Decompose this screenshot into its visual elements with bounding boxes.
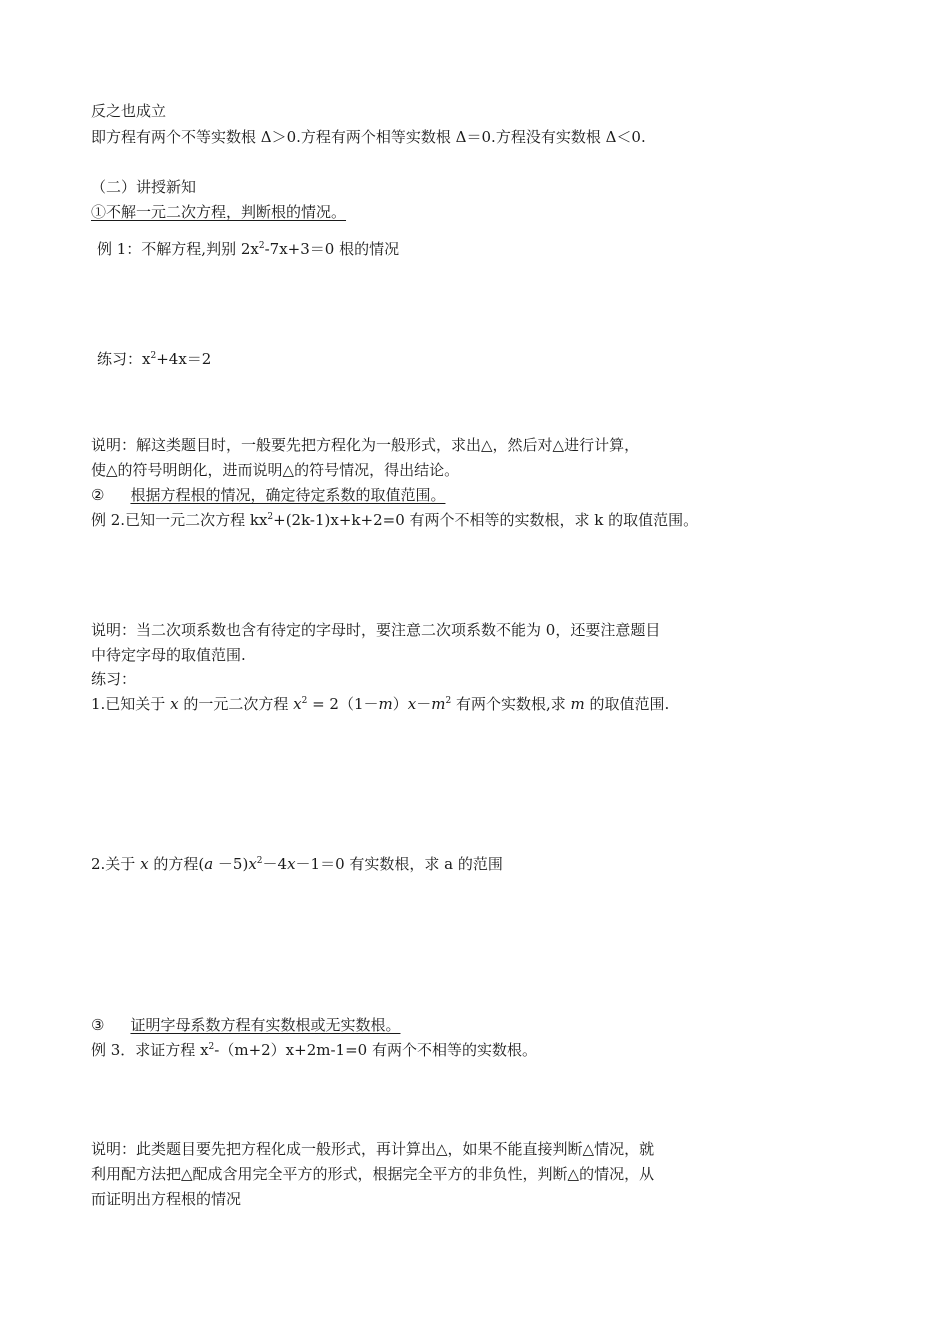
topic-2-heading xyxy=(91,484,445,506)
q2-text: 2.关于 xyxy=(91,855,141,873)
variable-x: x xyxy=(140,855,149,873)
variable-m: m xyxy=(378,695,393,713)
example-1-text-a: 例 1：不解方程,判别 2x xyxy=(97,240,259,258)
note-3-line-2: 利用配方法把△配成含用完全平方的形式，根据完全平方的非负性，判断△的情况，从 xyxy=(91,1165,655,1183)
note-2-line-1: 说明：当二次项系数也含有待定的字母时，要注意二次项系数不能为 0，还要注意题目 xyxy=(91,621,661,639)
exponent: 2 xyxy=(150,351,157,361)
exponent: 2 xyxy=(256,856,263,866)
q1-text: = 2（1－ xyxy=(307,695,379,713)
topic-2-text: 根据方程根的情况，确定待定系数的取值范围。 xyxy=(130,486,446,504)
q1-text: 1.已知关于 xyxy=(91,695,171,713)
variable-m: m xyxy=(570,695,585,713)
practice-1-text-a: 练习：x xyxy=(97,350,151,368)
example-3-text-a: 例 3．求证方程 x xyxy=(91,1041,209,1059)
topic-3-number: ③ xyxy=(91,1016,105,1034)
example-1-text-b: -7x+3＝0 根的情况 xyxy=(264,240,400,258)
q1-text: － xyxy=(416,695,432,713)
exponent: 2 xyxy=(445,696,452,706)
q1-text: 的一元二次方程 xyxy=(178,695,294,713)
q2-text: 的方程( xyxy=(148,855,205,873)
practice-1-text-b: +4x＝2 xyxy=(156,350,212,368)
q2-text: －5) xyxy=(213,855,249,873)
note-3-line-1: 说明：此类题目要先把方程化成一般形式，再计算出△，如果不能直接判断△情况，就 xyxy=(91,1140,655,1158)
topic-3-text: 证明字母系数方程有实数根或无实数根。 xyxy=(130,1016,401,1034)
example-2-text-b: +(2k-1)x+k+2=0 有两个不相等的实数根，求 k 的取值范围。 xyxy=(273,511,699,529)
practice-1 xyxy=(97,348,211,370)
exponent: 2 xyxy=(267,512,274,522)
topic-3-heading xyxy=(91,1014,400,1036)
exponent: 2 xyxy=(301,696,308,706)
variable-m: m xyxy=(431,695,446,713)
note-3-line-3: 而证明出方程根的情况 xyxy=(91,1190,242,1208)
q2-text: －1＝0 有实数根，求 a 的范围 xyxy=(295,855,503,873)
variable-x: x xyxy=(248,855,257,873)
variable-x: x xyxy=(170,695,179,713)
example-2 xyxy=(91,509,698,531)
q1-text: 的取值范围. xyxy=(584,695,670,713)
discriminant-summary: 即方程有两个不等实数根 Δ＞0.方程有两个相等实数根 Δ＝0.方程没有实数根 Δ＜0. xyxy=(91,128,646,146)
topic-2-number: ② xyxy=(91,486,105,504)
note-2-line-2: 中待定字母的取值范围. xyxy=(91,646,246,664)
example-3-text-b: -（m+2）x+2m-1=0 有两个不相等的实数根。 xyxy=(214,1041,537,1059)
q1-text: ） xyxy=(392,695,408,713)
practice-label: 练习： xyxy=(91,670,137,688)
practice-question-2 xyxy=(91,853,503,875)
topic-1-heading: ①不解一元二次方程，判断根的情况。 xyxy=(91,203,347,221)
variable-x: x xyxy=(407,695,417,713)
q2-text: －4 xyxy=(262,855,288,873)
example-2-text-a: 例 2.已知一元二次方程 kx xyxy=(91,511,268,529)
text-line: 反之也成立 xyxy=(91,102,167,120)
exponent: 2 xyxy=(258,241,265,251)
q1-text: 有两个实数根,求 xyxy=(451,695,571,713)
variable-x: x xyxy=(287,855,296,873)
variable-a: a xyxy=(204,855,214,873)
section-heading: （二）讲授新知 xyxy=(91,178,197,196)
variable-x: x xyxy=(293,695,302,713)
note-1-line-2: 使△的符号明朗化，进而说明△的符号情况，得出结论。 xyxy=(91,461,460,479)
practice-question-1 xyxy=(91,693,669,715)
example-3 xyxy=(91,1039,537,1061)
example-1 xyxy=(97,238,399,260)
note-1-line-1: 说明：解这类题目时，一般要先把方程化为一般形式，求出△，然后对△进行计算， xyxy=(91,436,640,454)
exponent: 2 xyxy=(208,1042,215,1052)
